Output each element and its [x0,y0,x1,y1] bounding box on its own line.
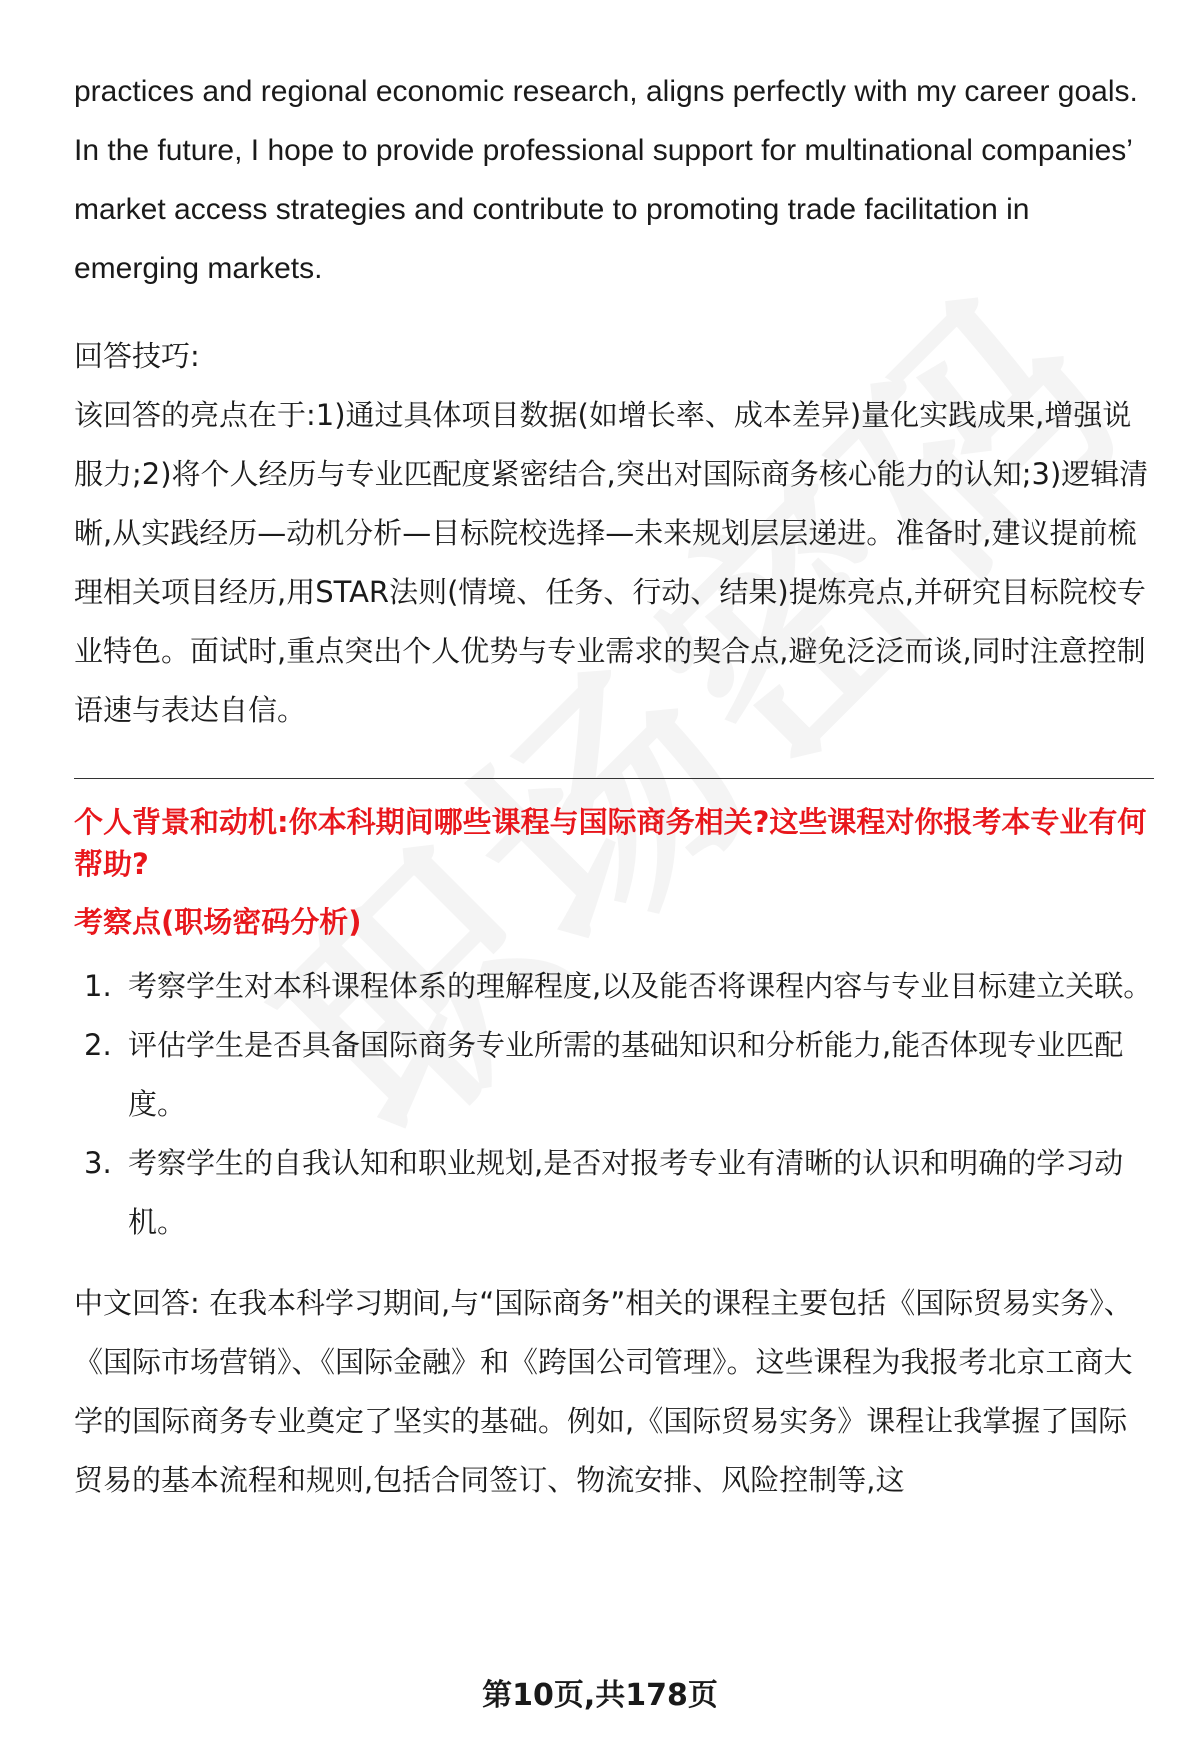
list-item [74,957,1154,1016]
list-number: 1. [84,969,112,1003]
list-item-text: 评估学生是否具备国际商务专业所需的基础知识和分析能力,能否体现专业匹配度。 [128,1028,1124,1121]
points-title: 考察点(职场密码分析) [74,905,362,939]
list-item [74,1134,1154,1252]
page-footer: 第10页,共178页 [482,1678,718,1713]
list-number: 3. [84,1146,112,1180]
tips-text: 该回答的亮点在于:1)通过具体项目数据(如增长率、成本差异)量化实践成果,增强说服力;2)将个人经历与专业匹配度紧密结合,突出对国际商务核心能力的认知;3)逻辑清晰,从实践经历—动机分析—目标院校选择—未来规划层层递进。准备时,建议提前梳理相关项目经历,用STAR法则(情境、任务、行动、结果)提炼亮点,并研究目标院校专业特色。面试时,重点突出个人优势与专业需求的契合点,避免泛泛而谈,同时注意控制语速与表达自信。 [74,398,1149,727]
intro-paragraph: practices and regional economic research, aligns perfectly with my career goals. In the future, I hope to provide professional support for multinational companies’ market access strategies and contribute to promoting trade facilitation in emerging markets. [74,75,1138,285]
section-divider [74,778,1154,779]
list-number: 2. [84,1028,112,1062]
list-item [74,1016,1154,1134]
document-page [74,62,1154,1510]
answer-paragraph: 中文回答: 在我本科学习期间,与“国际商务”相关的课程主要包括《国际贸易实务》、《国际市场营销》、《国际金融》和《跨国公司管理》。这些课程为我报考北京工商大学的国际商务专业奠定了坚实的基础。例如,《国际贸易实务》课程让我掌握了国际贸易的基本流程和规则,包括合同签订、物流安排、风险控制等,这 [74,1286,1133,1497]
tips-label: 回答技巧: [74,339,200,373]
points-list [74,957,1154,1252]
list-item-text: 考察学生对本科课程体系的理解程度,以及能否将课程内容与专业目标建立关联。 [128,969,1153,1003]
list-item-text: 考察学生的自我认知和职业规划,是否对报考专业有清晰的认识和明确的学习动机。 [128,1146,1124,1239]
question-heading: 个人背景和动机:你本科期间哪些课程与国际商务相关?这些课程对你报考本专业有何帮助? [74,805,1147,881]
